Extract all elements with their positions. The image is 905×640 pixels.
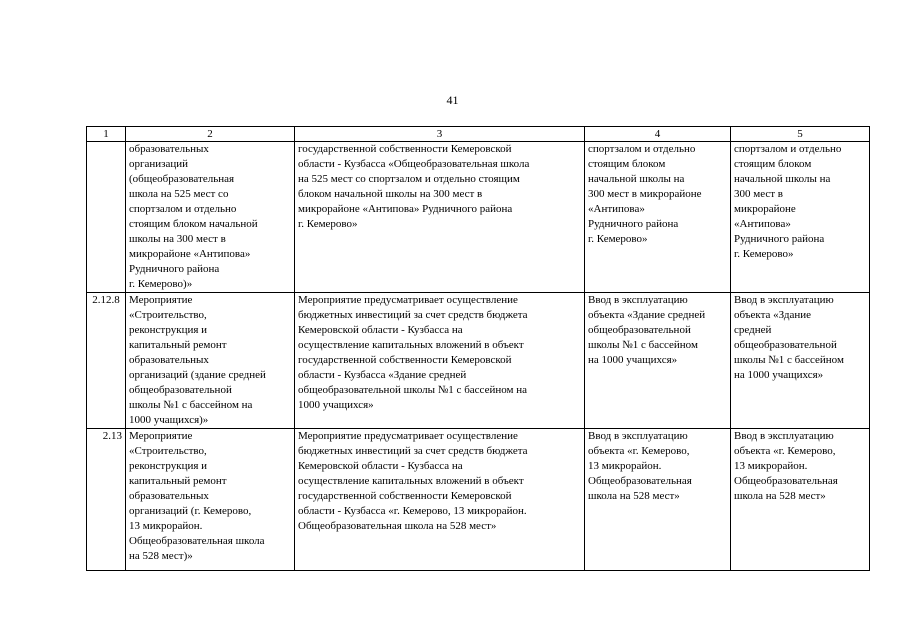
- measures-table: [86, 126, 870, 571]
- measure-name: Мероприятие «Строительство, реконструкция и капитальный ремонт образовательных организаций (здание средней общеобразовательной школы №1 с бассейном на 1000 учащихся)»: [126, 293, 295, 429]
- row-number: [87, 142, 126, 293]
- measure-name: образовательных организаций (общеобразовательная школа на 525 мест со спортзалом и отдельно стоящим блоком начальной школы на 300 мест в микрорайоне «Антипова» Рудничного района г. Кемерово)»: [126, 142, 295, 293]
- measure-name: Мероприятие «Строительство, реконструкция и капитальный ремонт образовательных организаций (г. Кемерово, 13 микрорайон. Общеобразовательная школа на 528 мест)»: [126, 429, 295, 571]
- row-number: 2.12.8: [87, 293, 126, 429]
- expected-result: Ввод в эксплуатацию объекта «г. Кемерово, 13 микрорайон. Общеобразовательная школа на 528 мест»: [585, 429, 731, 571]
- measure-description: Мероприятие предусматривает осуществление бюджетных инвестиций за счет средств бюджета Кемеровской области - Кузбасса на осуществление капитальных вложений в объект государственной собственности Кемеровской области - Кузбасса «Здание средней общеобразовательной школы №1 с бассейном на 1000 учащихся»: [295, 293, 585, 429]
- header-col-3: 3: [295, 127, 585, 142]
- header-col-4: 4: [585, 127, 731, 142]
- table-header-row: [87, 127, 870, 142]
- table-row: [87, 142, 870, 293]
- expected-result: Ввод в эксплуатацию объекта «Здание средней общеобразовательной школы №1 с бассейном на 1000 учащихся»: [585, 293, 731, 429]
- expected-result: спортзалом и отдельно стоящим блоком начальной школы на 300 мест в микрорайоне «Антипова» Рудничного района г. Кемерово»: [585, 142, 731, 293]
- header-col-1: 1: [87, 127, 126, 142]
- target-indicator: Ввод в эксплуатацию объекта «г. Кемерово, 13 микрорайон. Общеобразовательная школа на 528 мест»: [731, 429, 870, 571]
- header-col-5: 5: [731, 127, 870, 142]
- target-indicator: Ввод в эксплуатацию объекта «Здание средней общеобразовательной школы №1 с бассейном на 1000 учащихся»: [731, 293, 870, 429]
- target-indicator: спортзалом и отдельно стоящим блоком начальной школы на 300 мест в микрорайоне «Антипова» Рудничного района г. Кемерово»: [731, 142, 870, 293]
- table-row: [87, 429, 870, 571]
- measure-description: Мероприятие предусматривает осуществление бюджетных инвестиций за счет средств бюджета Кемеровской области - Кузбасса на осуществление капитальных вложений в объект государственной собственности Кемеровской области - Кузбасса «г. Кемерово, 13 микрорайон. Общеобразовательная школа на 528 мест»: [295, 429, 585, 571]
- measure-description: государственной собственности Кемеровской области - Кузбасса «Общеобразовательная школа на 525 мест со спортзалом и отдельно стоящим блоком начальной школы на 300 мест в микрорайоне «Антипова» Рудничного района г. Кемерово»: [295, 142, 585, 293]
- table-row: [87, 293, 870, 429]
- row-number: 2.13: [87, 429, 126, 571]
- page-number: 41: [446, 93, 459, 107]
- header-col-2: 2: [126, 127, 295, 142]
